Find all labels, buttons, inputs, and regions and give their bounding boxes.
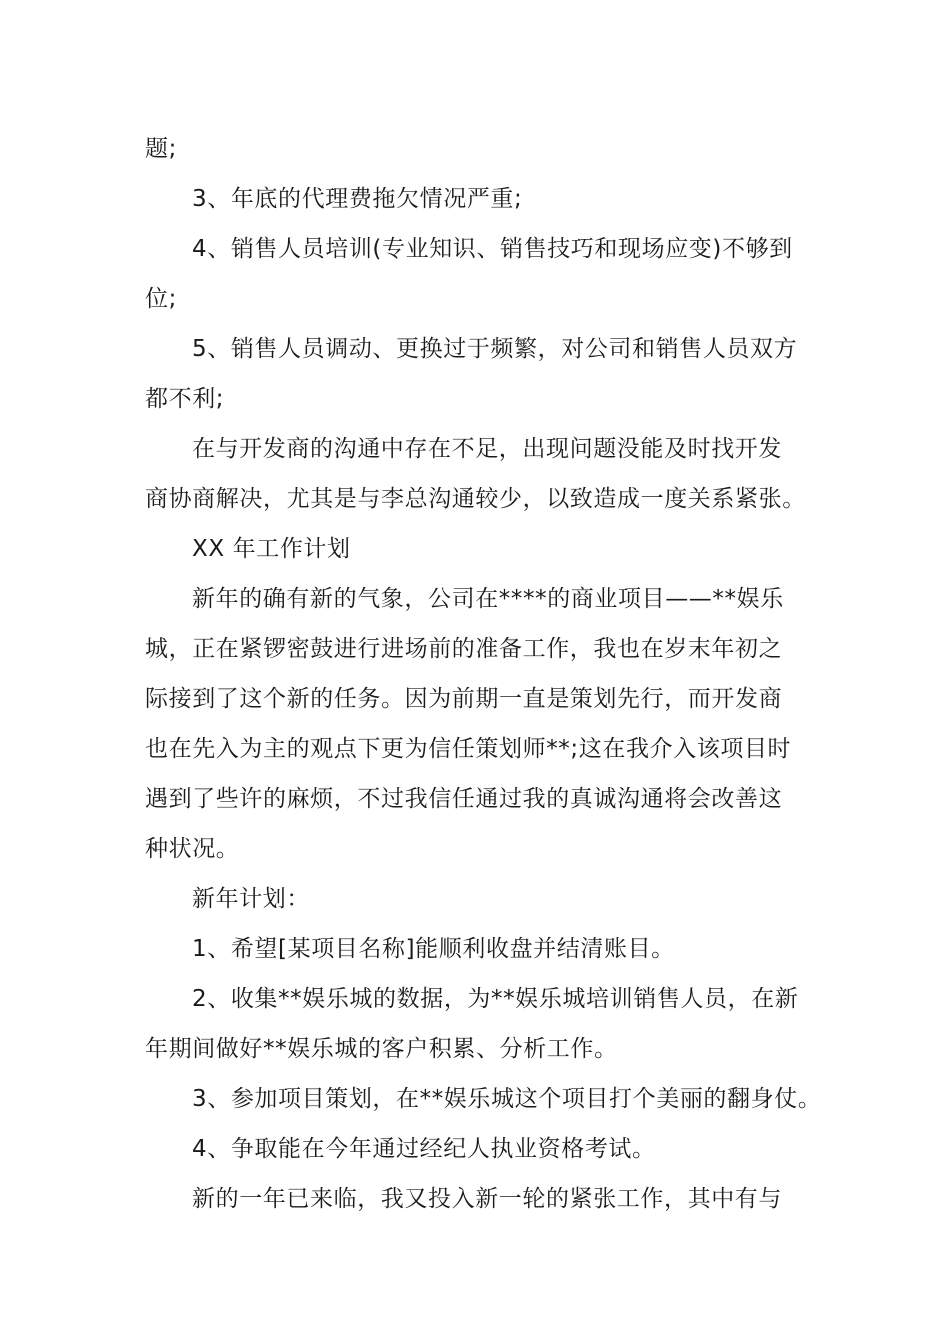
document-body bbox=[145, 124, 822, 1224]
text-line: 遇到了些许的麻烦，不过我信任通过我的真诚沟通将会改善这 bbox=[145, 786, 783, 812]
text-line: 4、销售人员培训(专业知识、销售技巧和现场应变)不够到 bbox=[192, 236, 793, 262]
text-line: 题; bbox=[145, 136, 177, 162]
text-line: 新年的确有新的气象，公司在****的商业项目——**娱乐 bbox=[192, 586, 784, 612]
text-line: 2、收集**娱乐城的数据，为**娱乐城培训销售人员，在新 bbox=[192, 986, 799, 1012]
text-line: 3、年底的代理费拖欠情况严重; bbox=[192, 186, 523, 212]
text-line: 4、争取能在今年通过经纪人执业资格考试。 bbox=[192, 1136, 656, 1162]
text-line: 也在先入为主的观点下更为信任策划师**;这在我介入该项目时 bbox=[145, 736, 792, 762]
section-heading: XX 年工作计划 bbox=[192, 536, 351, 562]
text-line: 新年计划： bbox=[192, 886, 310, 912]
text-line: 商协商解决，尤其是与李总沟通较少，以致造成一度关系紧张。 bbox=[145, 486, 806, 512]
text-line: 位; bbox=[145, 286, 177, 312]
text-line: 都不利; bbox=[145, 386, 225, 412]
text-line: 在与开发商的沟通中存在不足，出现问题没能及时找开发 bbox=[192, 436, 782, 462]
text-line: 年期间做好**娱乐城的客户积累、分析工作。 bbox=[145, 1036, 618, 1062]
text-line: 际接到了这个新的任务。因为前期一直是策划先行，而开发商 bbox=[145, 686, 783, 712]
text-line: 5、销售人员调动、更换过于频繁，对公司和销售人员双方 bbox=[192, 336, 798, 362]
text-line: 3、参加项目策划，在**娱乐城这个项目打个美丽的翻身仗。 bbox=[192, 1086, 822, 1112]
text-line: 城，正在紧锣密鼓进行进场前的准备工作，我也在岁末年初之 bbox=[145, 636, 783, 662]
text-line: 种状况。 bbox=[145, 836, 240, 862]
text-line: 新的一年已来临，我又投入新一轮的紧张工作，其中有与 bbox=[192, 1186, 782, 1212]
text-line: 1、希望[某项目名称]能顺利收盘并结清账目。 bbox=[192, 936, 675, 962]
